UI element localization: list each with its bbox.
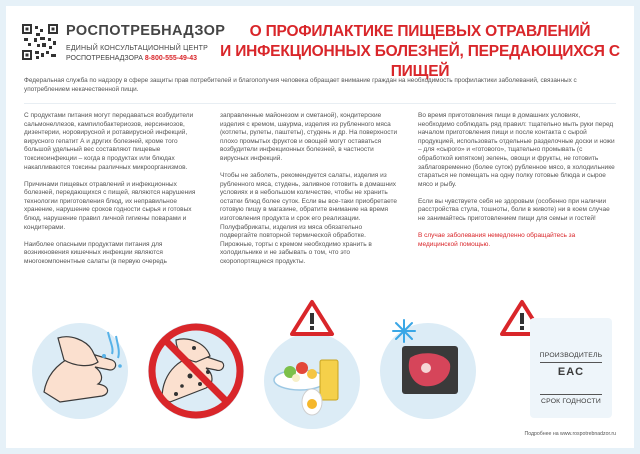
footer-link[interactable]: Подробнее на www.rospotrebnadzor.ru xyxy=(524,431,616,437)
paragraph: Если вы чувствуете себя не здоровым (особенно при наличии расстройства стула, тошноты, боли в животе) ни в коем случае не занимайтесь приготовлением пищи для семьи и гостей! xyxy=(418,197,610,222)
title-line-2: И ИНФЕКЦИОННЫХ БОЛЕЗНЕЙ, ПЕРЕДАЮЩИХСЯ С ПИЩЕЙ xyxy=(220,43,620,80)
hand-washing-icon xyxy=(32,323,128,419)
brand-name: РОСПОТРЕБНАДЗОР xyxy=(66,23,226,39)
snowflake-icon xyxy=(393,320,415,342)
divider xyxy=(540,394,602,395)
paragraph: Наиболее опасными продуктами питания для возникновения кишечных инфекции являются многокомпонентные салаты (в первую очередь xyxy=(24,240,167,265)
paragraph: Чтобы не заболеть, рекомендуется салаты, изделия из рубленного мяса, студень, заливное готовить в домашних условиях и в небольшом количестве, чтобы не хранить остатки блюд более суток. Если вы все-таки приобретаете готовую пищу в магазине, обратите внимание на время изготовления продукта и срок его реализации. Полуфабрикаты, изделия из мяса обязательно подвергайте повторной термической обработке. Пирожные, торты с кремом необходимо хранить в холодильнике и не забывать о том, что это скоропортящиеся продукты. xyxy=(220,171,397,265)
paragraph: Во время приготовления пищи в домашних условиях, необходимо соблюдать ряд правил: тщательно мыть руки перед началом приготовления пищи и после контакта с сырой продукцией, использовать отдельные разделочные доски и ножи – для «сырого» и «готового», тщательно промывать (с обработкой кипятком) зелень, овощи и фрукты, не готовить заблаговременно (более суток) рубленное мясо, в холодильнике стараться не помещать на одну полку готовые блюда и сырое мясо и рыбу. xyxy=(418,112,615,188)
consult-center-label: ЕДИНЫЙ КОНСУЛЬТАЦИОННЫЙ ЦЕНТР xyxy=(66,45,208,52)
food-warning-icon xyxy=(264,302,360,429)
paragraph: заправленные майонезом и сметаной), кондитерские изделия с кремом, шаурма, изделия из рубленного мяса (котлеты, рулеты, паштеты), студень и др. На поверхности плохо промытых фруктов и овощей могут оставаться возбудители инфекционных болезней, в частности вирусных инфекций. xyxy=(220,112,398,162)
paragraph: С продуктами питания могут передаваться возбудители сальмонеллезов, кампилобактериозов, иерсиниозов, дизентерии, норовирусной и ротавирусной инфекций, вирусного гепатит А и других болезней, кроме того большой удельный вес составляют пищевые токсикоинфекции – когда в продуктах или блюдах накапливаются токсины различных микроорганизмов. xyxy=(24,112,194,171)
brand-short: РОСПОТРЕБНАДЗОРА xyxy=(66,55,143,62)
phone-number: 8-800-555-49-43 xyxy=(144,55,197,62)
dirty-hands-prohibited-icon xyxy=(148,323,244,419)
eac-mark: EAC xyxy=(557,366,585,378)
warning-paragraph: В случае заболевания немедленно обращайтесь за медицинской помощью. xyxy=(418,231,576,248)
lead-paragraph: Федеральная служба по надзору в сфере защиты прав потребителей и благополучия человека обращает внимание граждан на необходимость профилактики заболеваний, связанных с употреблением некачественной пищи. xyxy=(24,77,577,93)
title-line-1: О ПРОФИЛАКТИКЕ ПИЩЕВЫХ ОТРАВЛЕНИЙ xyxy=(249,23,591,40)
expiry-label: СРОК ГОДНОСТИ xyxy=(541,398,601,405)
divider xyxy=(540,362,602,363)
frozen-meat-icon xyxy=(380,320,476,419)
producer-label: ПРОИЗВОДИТЕЛЬ xyxy=(539,352,603,359)
paragraph: Причинами пищевых отравлений и инфекционных болезней, передающихся с пищей, являются нарушения технологии приготовления блюд, их неправильное хранение, нарушение сроков годности сырья и готовых блюд, нарушение правил личной гигиены поварами и кондитерами. xyxy=(24,180,196,231)
